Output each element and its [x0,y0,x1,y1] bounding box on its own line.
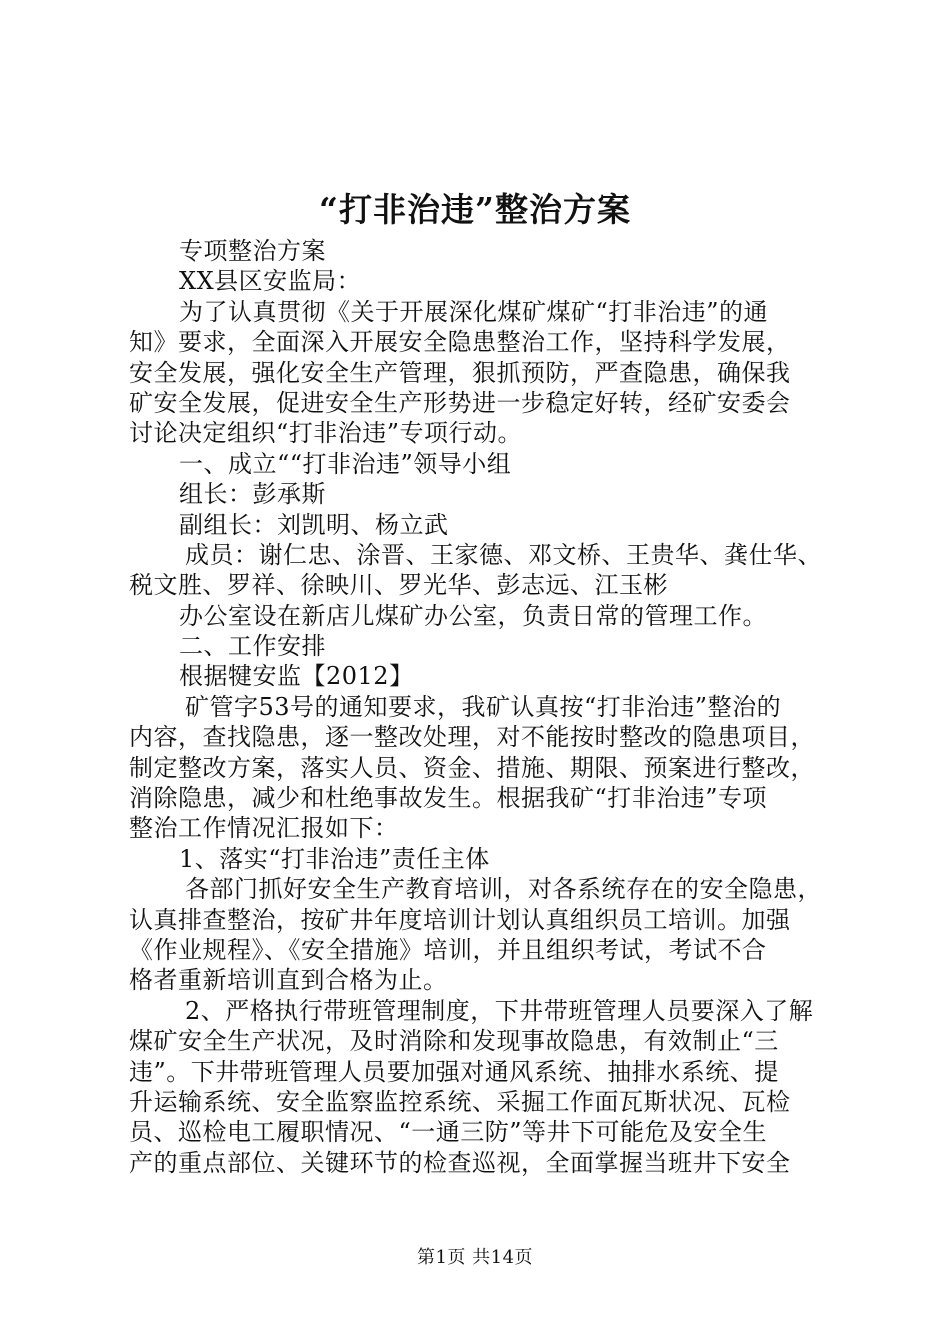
text-line: 煤矿安全生产状况，及时消除和发现事故隐患，有效制止“三 [129,1027,779,1056]
text-line: 认真排查整治，按矿井年度培训计划认真组织员工培训。加强 [129,905,791,934]
text-line: 1、落实“打非治违”责任主体 [179,844,490,873]
text-line: 矿安全发展，促进安全生产形势进一步稳定好转，经矿安委会 [129,388,791,417]
text-line: 升运输系统、安全监察监控系统、采掘工作面瓦斯状况、瓦检 [129,1087,791,1116]
text-line: 消除隐患，减少和杜绝事故发生。根据我矿“打非治违”专项 [129,784,768,813]
text-line: 办公室设在新店儿煤矿办公室，负责日常的管理工作。 [179,601,767,630]
text-line: 根据犍安监【2012】 [179,662,414,691]
text-line: 为了认真贯彻《关于开展深化煤矿煤矿“打非治违”的通 [179,297,769,326]
text-line: 知》要求，全面深入开展安全隐患整治工作，坚持科学发展， [129,328,791,357]
text-line: 《作业规程》、《安全措施》培训，并且组织考试，考试不合 [129,935,767,964]
text-line: 内容，查找隐患，逐一整改处理，对不能按时整改的隐患项目， [129,723,815,752]
text-line: 制定整改方案，落实人员、资金、措施、期限、预案进行整改， [129,753,815,782]
text-line: 矿管字53号的通知要求，我矿认真按“打非治违”整治的 [185,692,782,721]
page-title: “打非治违”整治方案 [319,190,631,229]
text-line: 组长：彭承斯 [179,480,326,509]
text-line: 成员：谢仁忠、涂晋、王家德、邓文桥、王贵华、龚仕华、 [185,540,822,569]
text-line: 2、严格执行带班管理制度，下井带班管理人员要深入了解 [185,996,814,1025]
text-line: 讨论决定组织“打非治违”专项行动。 [129,419,523,448]
text-line: 安全发展，强化安全生产管理，狠抓预防，严查隐患，确保我 [129,358,791,387]
document-body [129,236,833,1178]
text-line: XX县区安监局： [179,267,362,296]
text-line: 格者重新培训直到合格为止。 [129,966,448,995]
text-line: 违”。下井带班管理人员要加强对通风系统、抽排水系统、提 [129,1057,779,1086]
page-footer: 第1页 共14页 [416,1247,534,1268]
text-line: 整治工作情况汇报如下： [129,814,399,843]
text-line: 各部门抓好安全生产教育培训，对各系统存在的安全隐患， [185,875,822,904]
text-line: 员、巡检电工履职情况、“一通三防”等井下可能危及安全生 [129,1118,768,1147]
text-line: 一、成立““打非治违”领导小组 [179,449,512,478]
text-line: 专项整治方案 [179,237,326,265]
text-line: 副组长：刘凯明、杨立武 [179,510,449,539]
text-line: 二、工作安排 [179,632,326,661]
text-line: 税文胜、罗祥、徐映川、罗光华、彭志远、江玉彬 [129,571,668,600]
text-line: 产的重点部位、关键环节的检查巡视，全面掌握当班井下安全 [129,1148,791,1177]
